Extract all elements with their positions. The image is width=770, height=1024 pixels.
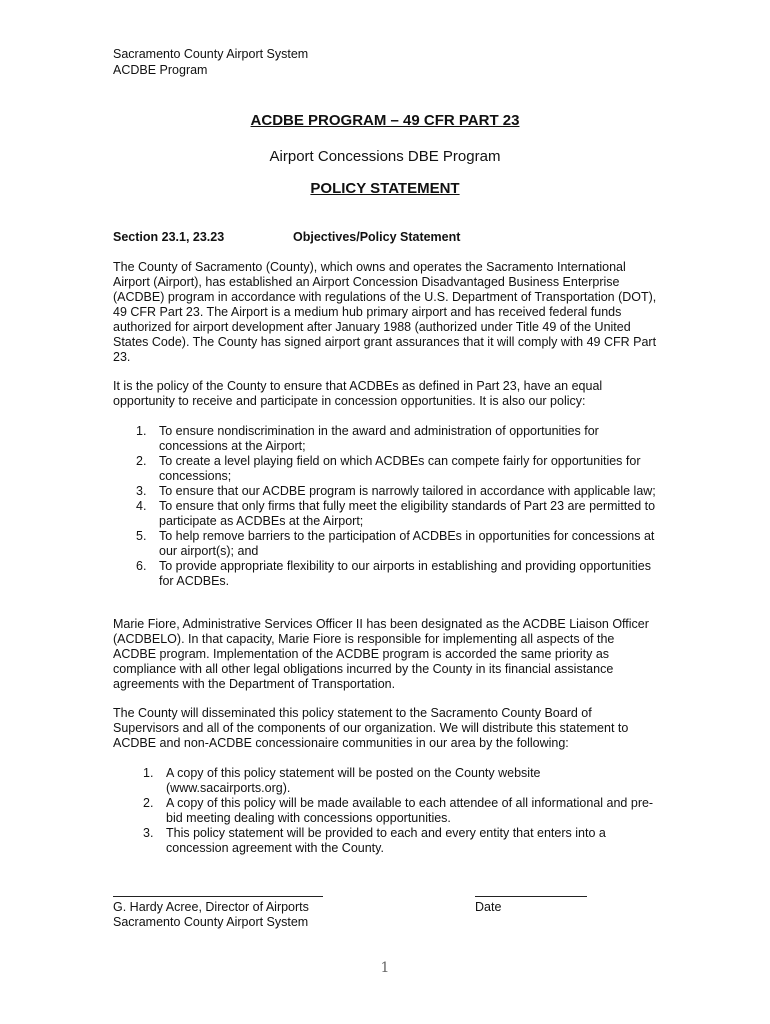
section-number: Section 23.1, 23.23: [113, 230, 225, 244]
list-item: [136, 529, 658, 559]
list-item: [136, 454, 658, 484]
list-text: A copy of this policy will be made available to each attendee of all informational and pre-bid meeting dealing with concessions opportunities.: [166, 796, 654, 825]
distribution-list: [143, 766, 658, 856]
list-number: 4.: [136, 499, 147, 513]
list-item: [143, 826, 658, 856]
signatory-org: Sacramento County Airport System: [113, 915, 309, 929]
paragraph-distribution: The County will disseminated this policy statement to the Sacramento County Board of Supervisors and all of the components of our organization. We will distribute this statement to ACDBE and non-ACDBE concessionaire communities in our area by the following:: [113, 706, 629, 750]
list-number: 5.: [136, 529, 147, 543]
list-text: To ensure that our ACDBE program is narrowly tailored in accordance with applicable law;: [159, 484, 656, 498]
list-number: 1.: [136, 424, 147, 438]
list-number: 3.: [143, 826, 154, 840]
section-title: Objectives/Policy Statement: [293, 230, 461, 244]
list-number: 2.: [143, 796, 154, 810]
policy-list: [136, 424, 658, 589]
signature-line: [113, 896, 323, 897]
list-item: [143, 796, 658, 826]
document-subtitle: Airport Concessions DBE Program: [269, 148, 501, 165]
signature-block: [113, 900, 309, 930]
list-item: [143, 766, 658, 796]
list-item: [136, 559, 658, 589]
section-heading: [113, 230, 461, 244]
header-org: Sacramento County Airport System: [113, 47, 309, 61]
list-text: To help remove barriers to the participation of ACDBEs in opportunities for concessions at our airport(s); and: [159, 529, 655, 558]
list-text: To create a level playing field on which ACDBEs can compete fairly for opportunities for concessions;: [159, 454, 641, 483]
policy-heading: POLICY STATEMENT: [310, 180, 460, 197]
list-text: To provide appropriate flexibility to our airports in establishing and providing opportunities for ACDBEs.: [159, 559, 651, 588]
header-program: ACDBE Program: [113, 63, 208, 77]
page-number: 1: [380, 960, 390, 976]
list-number: 6.: [136, 559, 147, 573]
list-text: A copy of this policy statement will be posted on the County website (www.sacairports.org).: [166, 766, 541, 795]
paragraph-liaison: Marie Fiore, Administrative Services Officer II has been designated as the ACDBE Liaison Officer (ACDBELO). In that capacity, Marie Fiore is responsible for implementing all aspects of the ACDBE program. Implementation of the ACDBE program is accorded the same priority as compliance with all other legal obligations incurred by the County in its financial assistance agreements with the Department of Transportation.: [113, 617, 649, 691]
list-item: [136, 424, 658, 454]
list-number: 1.: [143, 766, 154, 780]
list-item: [136, 484, 658, 499]
paragraph-intro: The County of Sacramento (County), which owns and operates the Sacramento International Airport (Airport), has established an Airport Concession Disadvantaged Business Enterprise (ACDBE) program in accordance with regulations of the U.S. Department of Transportation (DOT), 49 CFR Part 23. The Airport is a medium hub primary airport and has received federal funds authorized for airport development after January 1988 (authorized under Title 49 of the United States Code). The County has signed airport grant assurances that it will comply with 49 CFR Part 23.: [113, 260, 657, 364]
signatory-name: G. Hardy Acree, Director of Airports: [113, 900, 309, 914]
list-number: 3.: [136, 484, 147, 498]
date-line: [475, 896, 587, 897]
list-text: To ensure nondiscrimination in the award and administration of opportunities for concessions at the Airport;: [159, 424, 599, 453]
list-text: To ensure that only firms that fully meet the eligibility standards of Part 23 are permitted to participate as ACDBEs at the Airport;: [159, 499, 656, 528]
list-number: 2.: [136, 454, 147, 468]
list-item: [136, 499, 658, 529]
paragraph-policy: It is the policy of the County to ensure that ACDBEs as defined in Part 23, have an equal opportunity to receive and participate in concession opportunities. It is also our policy:: [113, 379, 603, 408]
date-label: Date: [475, 900, 502, 914]
document-header: [113, 46, 308, 78]
list-text: This policy statement will be provided to each and every entity that enters into a concession agreement with the County.: [166, 826, 606, 855]
document-title: ACDBE PROGRAM – 49 CFR PART 23: [250, 112, 520, 129]
